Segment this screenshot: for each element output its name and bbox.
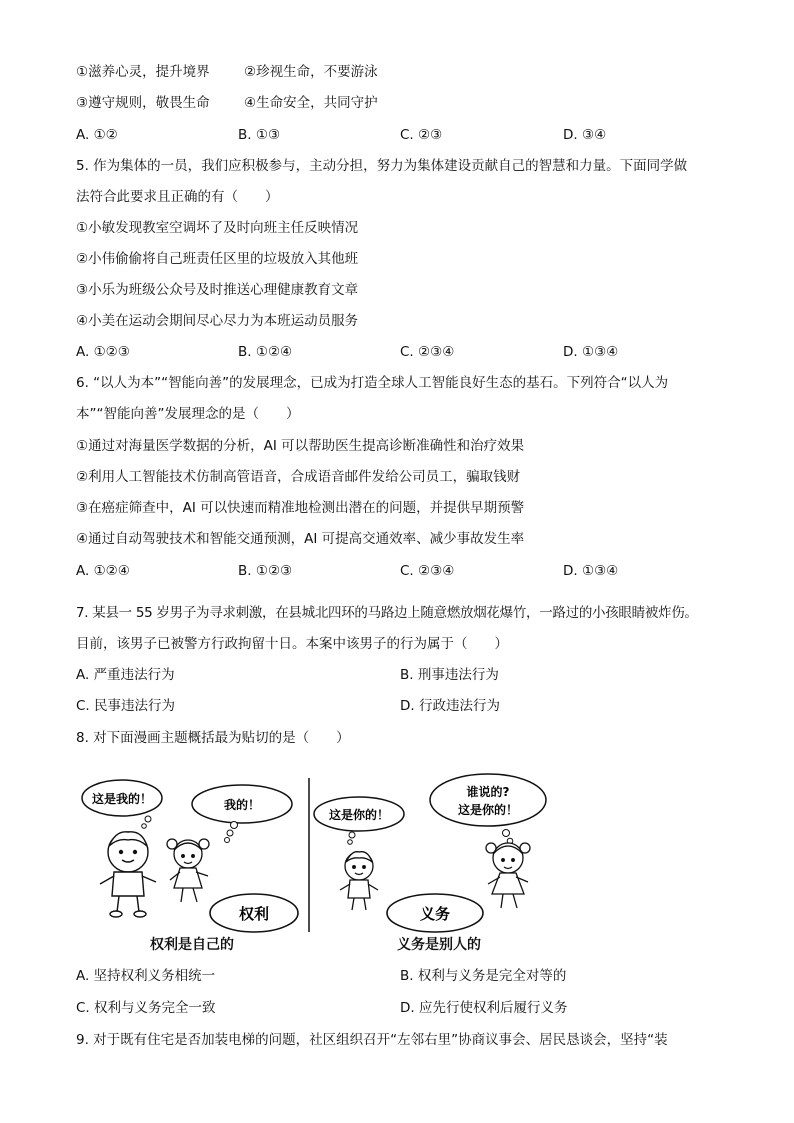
- q6-item-3: ③在癌症筛查中，AI 可以快速而精准地检测出潜在的问题，并提供早期预警: [76, 500, 525, 516]
- q8-option-c: C. 权利与义务完全一致: [76, 1000, 216, 1016]
- q7-stem-line-2: 目前，该男子已被警方行政拘留十日。本案中该男子的行为属于（ ）: [76, 636, 508, 652]
- left-bubble-2-text: 我的！: [223, 798, 261, 812]
- q6-option-b: B. ①②③: [238, 563, 293, 579]
- q5-item-4: ④小美在运动会期间尽心尽力为本班运动员服务: [76, 313, 359, 329]
- right-bubble-2-text-line-2: 这是你的！: [457, 803, 519, 817]
- q5-stem-line-1: 5. 作为集体的一员，我们应积极参与，主动分担，努力为集体建设贡献自己的智慧和力量。下面同学做: [76, 158, 688, 174]
- girl-figure-right: [486, 843, 530, 908]
- cartoon-figure: [76, 772, 716, 960]
- q4-option-b: B. ①③: [238, 127, 281, 143]
- q7-option-c: C. 民事违法行为: [76, 698, 176, 714]
- q7-option-d: D. 行政违法行为: [400, 698, 500, 714]
- q8-option-b: B. 权利与义务是完全对等的: [400, 968, 567, 984]
- q6-item-4: ④通过自动驾驶技术和智能交通预测，AI 可提高交通效率、减少事故发生率: [76, 531, 525, 547]
- boy-figure-left: [100, 832, 156, 917]
- q4-item-2: ②珍视生命，不要游泳: [244, 64, 378, 80]
- q4-item-1: ①滋养心灵，提升境界: [76, 64, 210, 80]
- q6-stem-line-1: 6. “以人为本”“智能向善”的发展理念，已成为打造全球人工智能良好生态的基石。下列符合“以人为: [76, 375, 669, 391]
- q5-option-d: D. ①③④: [563, 344, 619, 360]
- q6-option-c: C. ②③④: [400, 563, 455, 579]
- q5-option-c: C. ②③④: [400, 344, 455, 360]
- q7-stem-line-1: 7. 某县一 55 岁男子为寻求刺激，在县城北四环的马路边上随意燃放烟花爆竹，一路过的小孩眼睛被炸伤。: [76, 605, 698, 621]
- duties-caption: 义务是别人的: [397, 937, 481, 953]
- q5-option-a: A. ①②③: [76, 344, 130, 360]
- q6-item-2: ②利用人工智能技术仿制高管语音，合成语音邮件发给公司员工，骗取钱财: [76, 469, 521, 485]
- q4-item-4: ④生命安全，共同守护: [244, 95, 378, 111]
- q5-item-3: ③小乐为班级公众号及时推送心理健康教育文章: [76, 282, 359, 298]
- q5-option-b: B. ①②④: [238, 344, 293, 360]
- girl-figure-left: [167, 839, 209, 902]
- rights-caption: 权利是自己的: [150, 937, 234, 953]
- q4-item-3: ③遵守规则，敬畏生命: [76, 95, 210, 111]
- q6-option-d: D. ①③④: [563, 563, 619, 579]
- duties-label: 义务: [419, 905, 451, 923]
- rights-label: 权利: [238, 905, 270, 923]
- q7-option-b: B. 刑事违法行为: [400, 667, 499, 683]
- left-bubble-1-text: 这是我的！: [91, 792, 153, 806]
- right-speech-bubble-2: [430, 774, 546, 826]
- q5-stem-line-2: 法符合此要求且正确的有（ ）: [76, 189, 279, 205]
- q4-option-d: D. ③④: [563, 127, 607, 143]
- q8-stem: 8. 对下面漫画主题概括最为贴切的是（ ）: [76, 730, 350, 746]
- q6-item-1: ①通过对海量医学数据的分析，AI 可以帮助医生提高诊断准确性和治疗效果: [76, 438, 525, 454]
- q8-option-d: D. 应先行使权利后履行义务: [400, 1000, 568, 1016]
- q9-stem-line-1: 9. 对于既有住宅是否加装电梯的问题，社区组织召开“左邻右里”协商议事会、居民恳谈会，坚持“装: [76, 1032, 668, 1048]
- q8-option-a: A. 坚持权利义务相统一: [76, 968, 216, 984]
- q4-option-c: C. ②③: [400, 127, 443, 143]
- q4-option-a: A. ①②: [76, 127, 118, 143]
- q5-item-1: ①小敏发现教室空调坏了及时向班主任反映情况: [76, 220, 359, 236]
- q5-item-2: ②小伟偷偷将自己班责任区里的垃圾放入其他班: [76, 251, 359, 267]
- right-bubble-2-text-line-1: 谁说的?: [466, 785, 510, 799]
- q6-stem-line-2: 本”“智能向善”发展理念的是（ ）: [76, 406, 300, 422]
- right-bubble-1-text: 这是你的！: [328, 808, 390, 822]
- q6-option-a: A. ①②④: [76, 563, 130, 579]
- q7-option-a: A. 严重违法行为: [76, 667, 175, 683]
- boy-figure-right: [340, 852, 378, 910]
